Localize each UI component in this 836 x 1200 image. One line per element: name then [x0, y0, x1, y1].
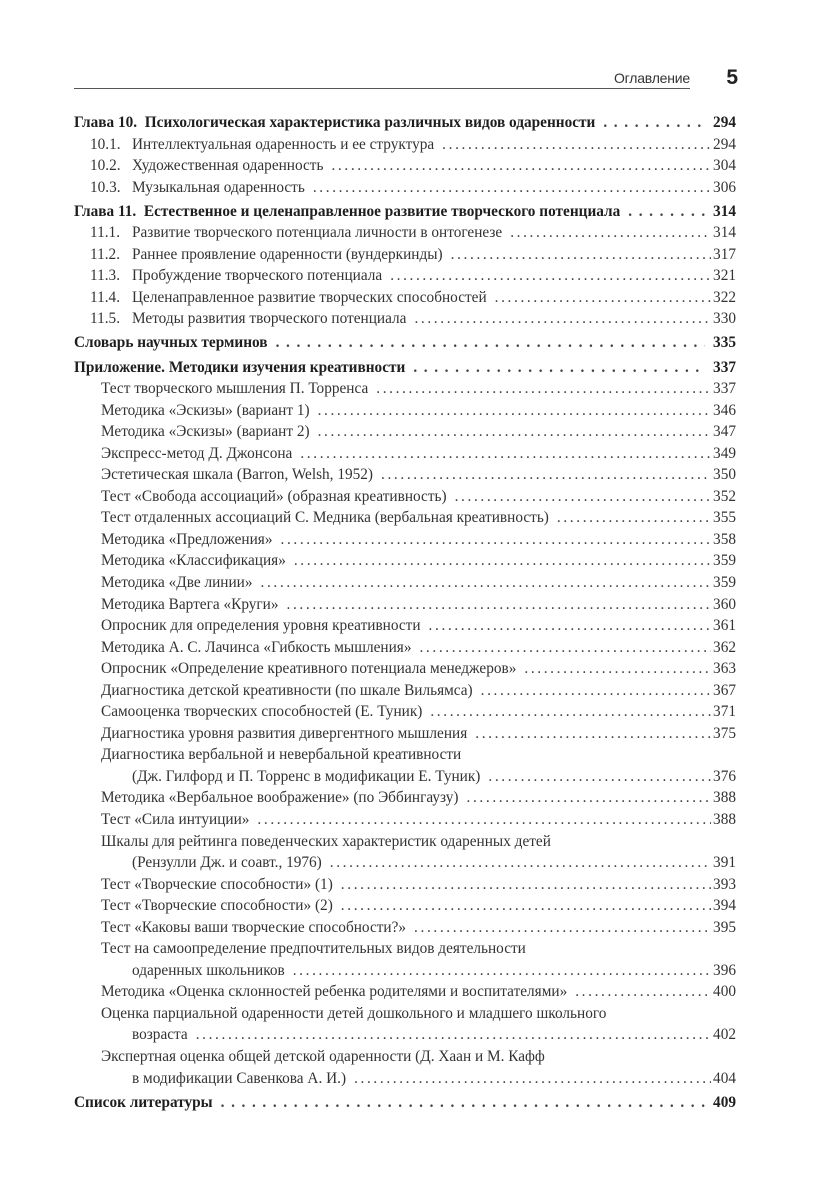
toc-entry-continuation: одаренных школьников	[132, 961, 285, 979]
toc-entry-title: Диагностика вербальной и невербальной креативности	[101, 746, 462, 764]
dot-leader	[331, 155, 711, 177]
dot-leader	[575, 981, 711, 1003]
toc-page-ref: 360	[713, 595, 736, 613]
toc-entry-title: Методика «Эскизы» (вариант 1)	[101, 401, 310, 419]
section-number: 10.3.	[90, 178, 121, 196]
dot-leader	[419, 637, 711, 659]
dot-leader	[524, 658, 711, 680]
dot-leader	[287, 594, 712, 616]
toc-appendix-item[interactable]	[74, 378, 736, 400]
toc-entry-title: Опросник «Определение креативного потенциала менеджеров»	[101, 660, 517, 678]
toc-page-ref: 391	[713, 854, 736, 872]
dot-leader	[557, 507, 711, 529]
toc-entry-title: Шкалы для рейтинга поведенческих характеристик одаренных детей	[101, 832, 551, 850]
toc-section-10-3[interactable]	[74, 177, 736, 199]
dot-leader	[354, 1068, 711, 1090]
toc-entry-title	[90, 222, 502, 244]
toc-entry-title	[90, 287, 487, 309]
section-title: Развитие творческого потенциала личности в онтогенезе	[132, 224, 503, 242]
toc-entry-continuation: возраста	[132, 1026, 188, 1044]
toc-page-ref: 352	[713, 487, 736, 505]
toc-appendix-item[interactable]	[74, 637, 736, 659]
toc-section-11-1[interactable]	[74, 222, 736, 244]
running-header-title: Оглавление	[613, 70, 690, 86]
toc-appendix-item-line1[interactable]	[74, 831, 736, 853]
toc-page-ref: 359	[713, 552, 736, 570]
section-number: 11.3.	[90, 267, 121, 285]
dot-leader	[257, 809, 711, 831]
toc-page-ref: 375	[713, 724, 736, 742]
dot-leader	[628, 201, 705, 223]
toc-page-ref: 361	[713, 617, 736, 635]
chapter-title: Психологическая характеристика различных видов одаренности	[144, 114, 596, 131]
toc-entry-title	[90, 155, 323, 177]
dot-leader	[475, 723, 711, 745]
dot-leader	[341, 895, 711, 917]
dot-leader	[455, 486, 711, 508]
toc-page-ref: 404	[713, 1069, 736, 1087]
toc-entry-title	[90, 265, 382, 287]
section-title: Пробуждение творческого потенциала	[132, 267, 383, 285]
toc-page-ref: 376	[713, 767, 736, 785]
dot-leader	[603, 112, 705, 134]
toc-appendix-item[interactable]	[74, 615, 736, 637]
chapter-title: Естественное и целенаправленное развитие творческого потенциала	[143, 202, 621, 220]
dot-leader	[281, 529, 712, 551]
toc-entry-title: Тест «Сила интуиции»	[101, 811, 250, 828]
toc-entry-title	[74, 201, 620, 223]
dot-leader	[318, 400, 711, 422]
toc-page-ref: 350	[713, 466, 736, 484]
toc-page-ref: 330	[713, 310, 736, 328]
section-title: Раннее проявление одаренности (вундеркинды)	[132, 245, 443, 263]
dot-leader	[313, 177, 711, 199]
toc-page-ref: 394	[713, 897, 736, 915]
toc-entry-title: Экспертная оценка общей детской одаренности (Д. Хаан и М. Кафф	[101, 1048, 545, 1066]
section-title: Художественная одаренность	[132, 157, 324, 175]
toc-appendix-item[interactable]	[74, 658, 736, 680]
toc-glossary[interactable]	[74, 332, 736, 354]
dot-leader	[413, 357, 705, 379]
toc-appendix-item[interactable]	[74, 464, 736, 486]
section-number: 10.1.	[90, 135, 121, 153]
toc-appendix-item-line2[interactable]	[74, 960, 736, 982]
toc-chapter-10[interactable]	[74, 112, 736, 134]
toc-page-ref: 393	[713, 875, 736, 893]
dot-leader	[376, 378, 711, 400]
section-number: 11.2.	[90, 245, 121, 263]
section-title: Целенаправленное развитие творческих способностей	[132, 288, 487, 306]
toc-entry-title: Тест творческого мышления П. Торренса	[101, 380, 369, 398]
section-number: 11.5.	[90, 310, 121, 328]
dot-leader	[429, 615, 712, 637]
table-of-contents	[74, 112, 736, 1113]
toc-appendix-item[interactable]	[74, 550, 736, 572]
toc-page-ref: 371	[713, 703, 736, 721]
toc-entry-title: Диагностика детской креативности (по шкале Вильямса)	[101, 681, 473, 699]
toc-appendix-item-line2[interactable]	[74, 852, 736, 874]
dot-leader	[293, 960, 711, 982]
dot-leader	[381, 464, 711, 486]
toc-appendix-item[interactable]	[74, 787, 736, 809]
toc-entry-title: Тест «Творческие способности» (2)	[101, 897, 333, 915]
dot-leader	[430, 701, 711, 723]
toc-entry-title: Методика «Оценка склонностей ребенка родителями и воспитателями»	[101, 983, 568, 1001]
toc-section-10-2[interactable]	[74, 155, 736, 177]
dot-leader	[495, 287, 711, 309]
toc-entry-title: Оценка парциальной одаренности детей дошкольного и младшего школьного	[101, 1004, 607, 1022]
toc-appendix-item[interactable]	[74, 421, 736, 443]
dot-leader	[221, 1092, 705, 1114]
toc-appendix-item[interactable]	[74, 443, 736, 465]
toc-page-ref: 337	[713, 358, 736, 376]
toc-page-ref: 349	[713, 444, 736, 462]
section-number: 10.2.	[90, 157, 121, 175]
chapter-label: Глава 11.	[74, 202, 137, 220]
toc-page-ref: 294	[713, 114, 736, 131]
section-number: 11.4.	[90, 288, 121, 306]
toc-entry-title: Словарь научных терминов	[74, 334, 268, 352]
toc-entry-continuation: (Рензулли Дж. и соавт., 1976)	[132, 854, 322, 872]
toc-page-ref: 321	[713, 267, 736, 285]
toc-page-ref: 400	[713, 983, 736, 1001]
toc-page-ref: 367	[713, 681, 736, 699]
dot-leader	[300, 443, 711, 465]
toc-entry-title: Опросник для определения уровня креативности	[101, 617, 421, 635]
toc-entry-title: Тест «Творческие способности» (1)	[101, 875, 333, 893]
dot-leader	[414, 917, 711, 939]
section-title: Интеллектуальная одаренность и ее структура	[132, 135, 435, 153]
toc-entry-continuation: (Дж. Гилфорд и П. Торренс в модификации Е. Туник)	[132, 767, 481, 785]
toc-entry-title: Приложение. Методики изучения креативности	[74, 358, 406, 376]
toc-appendix-item-line1[interactable]	[74, 744, 736, 766]
toc-entry-title	[74, 112, 595, 134]
toc-entry-title: Методика «Вербальное воображение» (по Эббингаузу)	[101, 789, 459, 807]
dot-leader	[414, 308, 711, 330]
toc-entry-title: Экспресс-метод Д. Джонсона	[101, 444, 293, 462]
section-title: Методы развития творческого потенциала	[132, 310, 407, 328]
toc-section-11-4[interactable]	[74, 287, 736, 309]
toc-section-11-3[interactable]	[74, 265, 736, 287]
toc-appendix-item-line1[interactable]	[74, 1046, 736, 1068]
dot-leader	[341, 874, 711, 896]
toc-entry-title	[90, 134, 434, 156]
toc-appendix-item[interactable]	[74, 572, 736, 594]
dot-leader	[330, 852, 711, 874]
toc-page-ref: 388	[713, 811, 736, 828]
toc-section-11-5[interactable]	[74, 308, 736, 330]
toc-page-ref: 402	[713, 1026, 736, 1044]
dot-leader	[390, 265, 711, 287]
toc-page-ref: 358	[713, 530, 736, 548]
toc-page-ref: 359	[713, 573, 736, 591]
chapter-label: Глава 10.	[74, 114, 138, 131]
dot-leader	[261, 572, 712, 594]
dot-leader	[196, 1024, 711, 1046]
running-header	[74, 66, 738, 90]
toc-page-ref: 317	[713, 245, 736, 263]
toc-entry-title: Самооценка творческих способностей (Е. Туник)	[101, 703, 423, 721]
toc-appendix-item[interactable]	[74, 680, 736, 702]
toc-page-ref: 337	[713, 380, 736, 398]
toc-entry-title: Список литературы	[74, 1093, 213, 1111]
toc-section-11-2[interactable]	[74, 244, 736, 266]
section-title: Музыкальная одаренность	[132, 178, 305, 196]
toc-appendix-item-line1[interactable]	[74, 938, 736, 960]
toc-appendix[interactable]	[74, 357, 736, 379]
toc-page-ref: 409	[713, 1093, 736, 1111]
toc-appendix-item[interactable]	[74, 917, 736, 939]
toc-page-ref: 335	[713, 334, 736, 352]
toc-appendix-item[interactable]	[74, 400, 736, 422]
toc-appendix-item-line2[interactable]	[74, 766, 736, 788]
toc-entry-title: Методика «Предложения»	[101, 530, 273, 548]
toc-appendix-item-line2[interactable]	[74, 1024, 736, 1046]
toc-page-ref: 346	[713, 401, 736, 419]
toc-chapter-11[interactable]	[74, 201, 736, 223]
dot-leader	[294, 550, 711, 572]
toc-entry-title: Методика «Классификация»	[101, 552, 286, 570]
toc-appendix-item[interactable]	[74, 507, 736, 529]
section-number: 11.1.	[90, 224, 121, 242]
toc-page-ref: 396	[713, 961, 736, 979]
toc-entry-title: Тест «Каковы ваши творческие способности?»	[101, 918, 407, 936]
toc-appendix-item[interactable]	[74, 723, 736, 745]
dot-leader	[276, 332, 705, 354]
dot-leader	[488, 766, 711, 788]
toc-page-ref: 395	[713, 918, 736, 936]
toc-page-ref: 322	[713, 288, 736, 306]
toc-entry-title: Тест «Свобода ассоциаций» (образная креативность)	[101, 487, 447, 505]
toc-entry-title: Эстетическая шкала (Barron, Welsh, 1952)	[101, 466, 374, 484]
toc-entry-title	[90, 244, 443, 266]
toc-appendix-item[interactable]	[74, 529, 736, 551]
toc-section-10-1[interactable]	[74, 134, 736, 156]
dot-leader	[451, 244, 711, 266]
toc-page-ref: 304	[713, 157, 736, 175]
toc-appendix-item[interactable]	[74, 874, 736, 896]
toc-appendix-item[interactable]	[74, 895, 736, 917]
toc-entry-title: Методика А. С. Лачинса «Гибкость мышления»	[101, 638, 412, 656]
toc-entry-title: Тест отдаленных ассоциаций С. Медника (вербальная креативность)	[101, 509, 549, 527]
toc-entry-title	[90, 308, 406, 330]
page-number: 5	[726, 66, 738, 89]
toc-entry-continuation: в модификации Савенкова А. И.)	[132, 1069, 347, 1087]
toc-page-ref: 362	[713, 638, 736, 656]
toc-appendix-item[interactable]	[74, 981, 736, 1003]
toc-appendix-item[interactable]	[74, 486, 736, 508]
toc-entry-title	[90, 177, 305, 199]
toc-appendix-item[interactable]	[74, 809, 736, 831]
toc-page-ref: 306	[713, 178, 736, 196]
toc-page-ref: 355	[713, 509, 736, 527]
toc-entry-title: Диагностика уровня развития дивергентного мышления	[101, 724, 468, 742]
toc-page-ref: 314	[713, 224, 736, 242]
toc-page-ref: 347	[713, 423, 736, 441]
toc-appendix-item-line2[interactable]	[74, 1068, 736, 1090]
toc-appendix-item-line1[interactable]	[74, 1003, 736, 1025]
toc-entry-title: Методика «Две линии»	[101, 573, 253, 591]
toc-page-ref: 294	[713, 135, 736, 153]
toc-entry-title: Тест на самоопределение предпочтительных видов деятельности	[101, 940, 526, 958]
toc-bibliography[interactable]	[74, 1092, 736, 1114]
toc-entry-title: Методика «Эскизы» (вариант 2)	[101, 423, 310, 441]
dot-leader	[442, 134, 711, 156]
header-rule	[74, 88, 690, 89]
toc-appendix-item[interactable]	[74, 701, 736, 723]
toc-appendix-item[interactable]	[74, 594, 736, 616]
toc-page-ref: 314	[713, 202, 736, 220]
toc-page-ref: 363	[713, 660, 736, 678]
dot-leader	[467, 787, 712, 809]
dot-leader	[318, 421, 711, 443]
toc-page-ref: 388	[713, 789, 736, 807]
dot-leader	[510, 222, 711, 244]
toc-entry-title: Методика Вартега «Круги»	[101, 595, 279, 613]
dot-leader	[481, 680, 711, 702]
